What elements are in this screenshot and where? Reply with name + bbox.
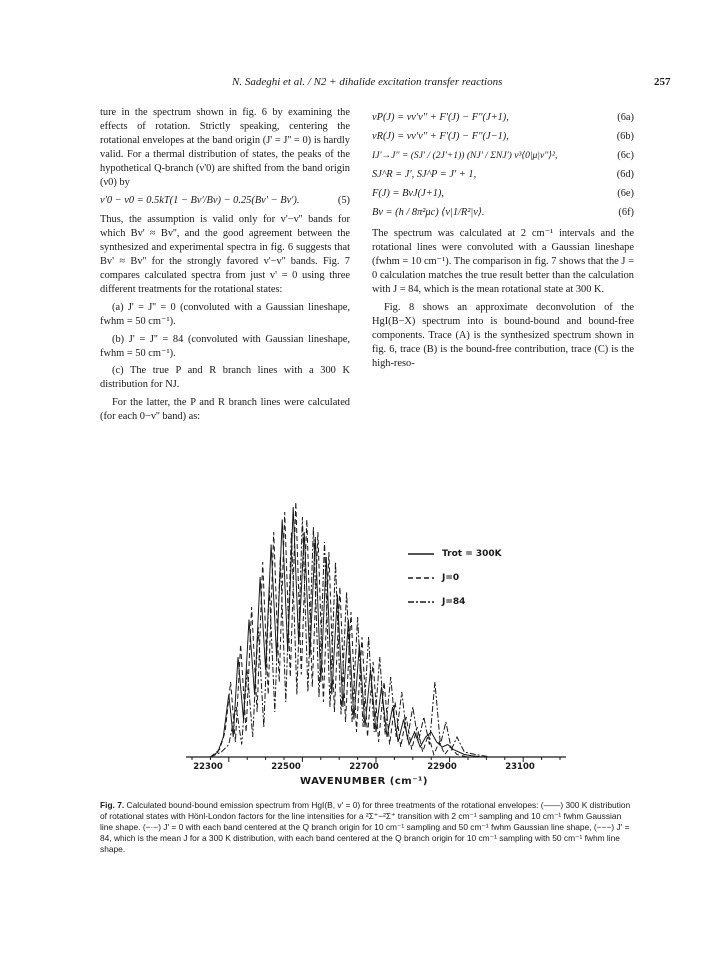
caption-label: Fig. 7. — [100, 800, 125, 810]
legend-entry-j84 — [408, 590, 502, 614]
left-column — [100, 106, 350, 428]
paragraph: Fig. 8 shows an approximate deconvolution of the HgI(B−X) spectrum into is bound-bound and bound-free components. Trace (A) is the synthesized spectrum shown in fig. 6, trace (B) is the bound-free contribution, trace (C) is the high-reso- — [372, 301, 634, 369]
x-tick-label: 22900 — [427, 762, 457, 772]
running-head: N. Sadeghi et al. / N2 + dihalide excitation transfer reactions — [232, 76, 503, 88]
legend-entry-300k — [408, 542, 502, 566]
equation-number: (6b) — [616, 130, 634, 142]
chart-legend — [408, 542, 502, 614]
x-tick-label: 23100 — [505, 762, 535, 772]
equation-6a — [372, 111, 634, 125]
legend-entry-j0 — [408, 566, 502, 590]
list-item: (b) J' = J'' = 84 (convoluted with Gaussian lineshape, fwhm = 50 cm⁻¹). — [100, 333, 350, 359]
equation-number: (5) — [337, 195, 350, 207]
equation-text: SJ^R = J', SJ^P = J' + 1, — [372, 168, 477, 180]
solid-line-swatch — [408, 551, 434, 557]
x-axis-title: WAVENUMBER (cm⁻¹) — [300, 776, 428, 787]
page-header — [0, 76, 720, 94]
page-number: 257 — [654, 76, 671, 88]
x-tick-label: 22300 — [193, 762, 223, 772]
paragraph: Thus, the assumption is valid only for v'−v'' bands for which Bv' ≈ Bv'', and the good agreement between the synthesized and experimental spectra in fig. 6 suggests that Bv' ≈ Bv'' for the strongly favored v'−v'' bands. Fig. 7 compares calculated spectra from just v' = 0 using three different treatments for the rotational states: — [100, 214, 350, 295]
list-item: (c) The true P and R branch lines with a 300 K distribution for NJ. — [100, 365, 350, 391]
equation-6d — [372, 168, 634, 182]
equation-5 — [100, 194, 350, 208]
x-tick-label: 22500 — [271, 762, 301, 772]
x-tick-labels — [0, 762, 720, 776]
equation-text: νR(J) = νv'v'' + F'(J) − F''(J−1), — [372, 130, 509, 142]
equation-text: F(J) = BvJ(J+1), — [372, 187, 444, 199]
figure-7 — [186, 492, 566, 792]
right-column — [372, 106, 634, 375]
equation-number: (6d) — [616, 168, 634, 180]
equation-number: (6f) — [618, 206, 634, 218]
caption-text: Calculated bound-bound emission spectrum from HgI(B, v' = 0) for three treatments of the rotational envelopes: (——) 300 K distribution of rotational states with Hönl-London factors for the line intensities for a ²Σ⁺−²Σ⁺ transition with 2 cm⁻¹ sampling and 10 cm⁻¹ fwhm Gaussian line shape. (−·−) J' = 0 with each band centered at the Q branch origin for 10 cm⁻¹ sampling and 50 cm⁻¹ fwhm Gaussian line shape, (−−−) J' = 84, which is the mean J for a 300 K distribution, with each band centered at the Q branch origin for 10 cm⁻¹ sampling with 50 cm⁻¹ fwhm line shape. — [100, 800, 631, 854]
equation-number: (6a) — [617, 112, 634, 123]
paragraph: For the latter, the P and R branch lines were calculated (for each 0−v'' band) as: — [100, 397, 350, 423]
equation-6b — [372, 130, 634, 144]
legend-label: J=84 — [442, 597, 466, 607]
equation-number: (6e) — [617, 187, 634, 199]
equation-number: (6c) — [617, 149, 634, 161]
dash-dot-line-swatch — [408, 599, 434, 605]
x-tick-label: 22700 — [349, 762, 379, 772]
paragraph: ture in the spectrum shown in fig. 6 by examining the effects of rotation. Strictly speaking, centering the rotational envelopes at the band origin (J' = J'' = 0) is hardly valid. For a thermal distribution of states, the peaks of the hypothetical Q-branch (ν'0) are shifted from the band origin (ν0) by — [100, 107, 350, 188]
list-item: (a) J' = J'' = 0 (convoluted with a Gaussian lineshape, fwhm = 50 cm⁻¹). — [100, 301, 350, 327]
equation-text: Bv = (h / 8π²μc) ⟨v|1/R²|v⟩. — [372, 206, 485, 218]
spectrum-chart — [186, 492, 566, 762]
dashed-line-swatch — [408, 575, 434, 581]
equation-6f — [372, 206, 634, 220]
legend-label: Trot = 300K — [442, 549, 502, 559]
equation-text: ν'0 − ν0 = 0.5kT(1 − Bv'/Bv) − 0.25(Bv' − Bv'). — [100, 195, 300, 207]
figure-caption — [100, 800, 634, 855]
legend-label: J=0 — [442, 573, 460, 583]
equation-6e — [372, 187, 634, 201]
equation-text: IJ'→J'' = (SJ' / (2J'+1)) (NJ' / ΣNJ') ν³⟨0|μ|v''⟩², — [372, 149, 558, 161]
paragraph: The spectrum was calculated at 2 cm⁻¹ intervals and the rotational lines were convoluted with a Gaussian lineshape (fwhm = 10 cm⁻¹). The comparison in fig. 7 shows that the J = 0 calculation matches the true result better than the calculation with J = 84, which is the mean rotational state at 300 K. — [372, 228, 634, 296]
equation-text: νP(J) = νv'v'' + F'(J) − F''(J+1), — [372, 112, 509, 123]
equation-6c — [372, 149, 634, 163]
